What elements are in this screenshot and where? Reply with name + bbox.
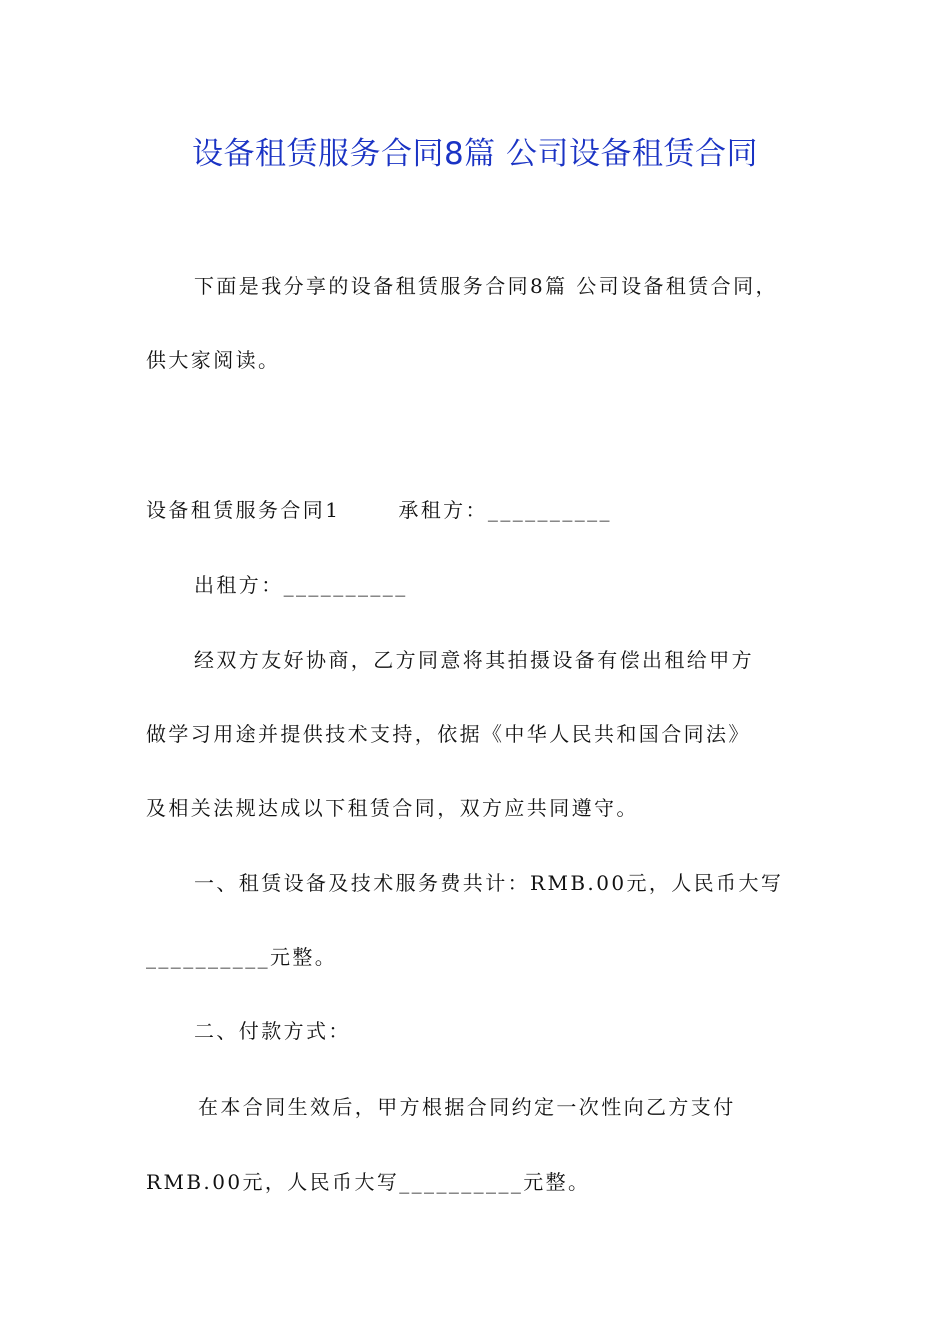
para1-line-2: 做学习用途并提供技术支持，依据《中华人民共和国合同法》 (146, 722, 751, 746)
intro-line-2: 供大家阅读。 (146, 348, 281, 372)
contract-heading-row (146, 493, 612, 527)
lessor-field: 出租方：__________ (194, 573, 408, 597)
clause2-line-1: 在本合同生效后，甲方根据合同约定一次性向乙方支付 (198, 1095, 736, 1119)
para1-line-3: 及相关法规达成以下租赁合同，双方应共同遵守。 (146, 796, 639, 820)
clause1-line-2: __________元整。 (146, 945, 338, 969)
intro-line-1: 下面是我分享的设备租赁服务合同8篇 公司设备租赁合同， (194, 274, 778, 298)
clause2-heading: 二、付款方式： (194, 1019, 351, 1043)
para1-line-1: 经双方友好协商，乙方同意将其拍摄设备有偿出租给甲方 (194, 648, 754, 672)
lessee-field: 承租方：__________ (398, 498, 612, 522)
clause2-line-2: RMB.00元，人民币大写__________元整。 (146, 1170, 591, 1194)
clause1-line-1: 一、租赁设备及技术服务费共计：RMB.00元，人民币大写 (194, 871, 784, 895)
document-title: 设备租赁服务合同8篇 公司设备租赁合同 (191, 136, 759, 172)
contract-heading: 设备租赁服务合同1 (146, 498, 341, 522)
